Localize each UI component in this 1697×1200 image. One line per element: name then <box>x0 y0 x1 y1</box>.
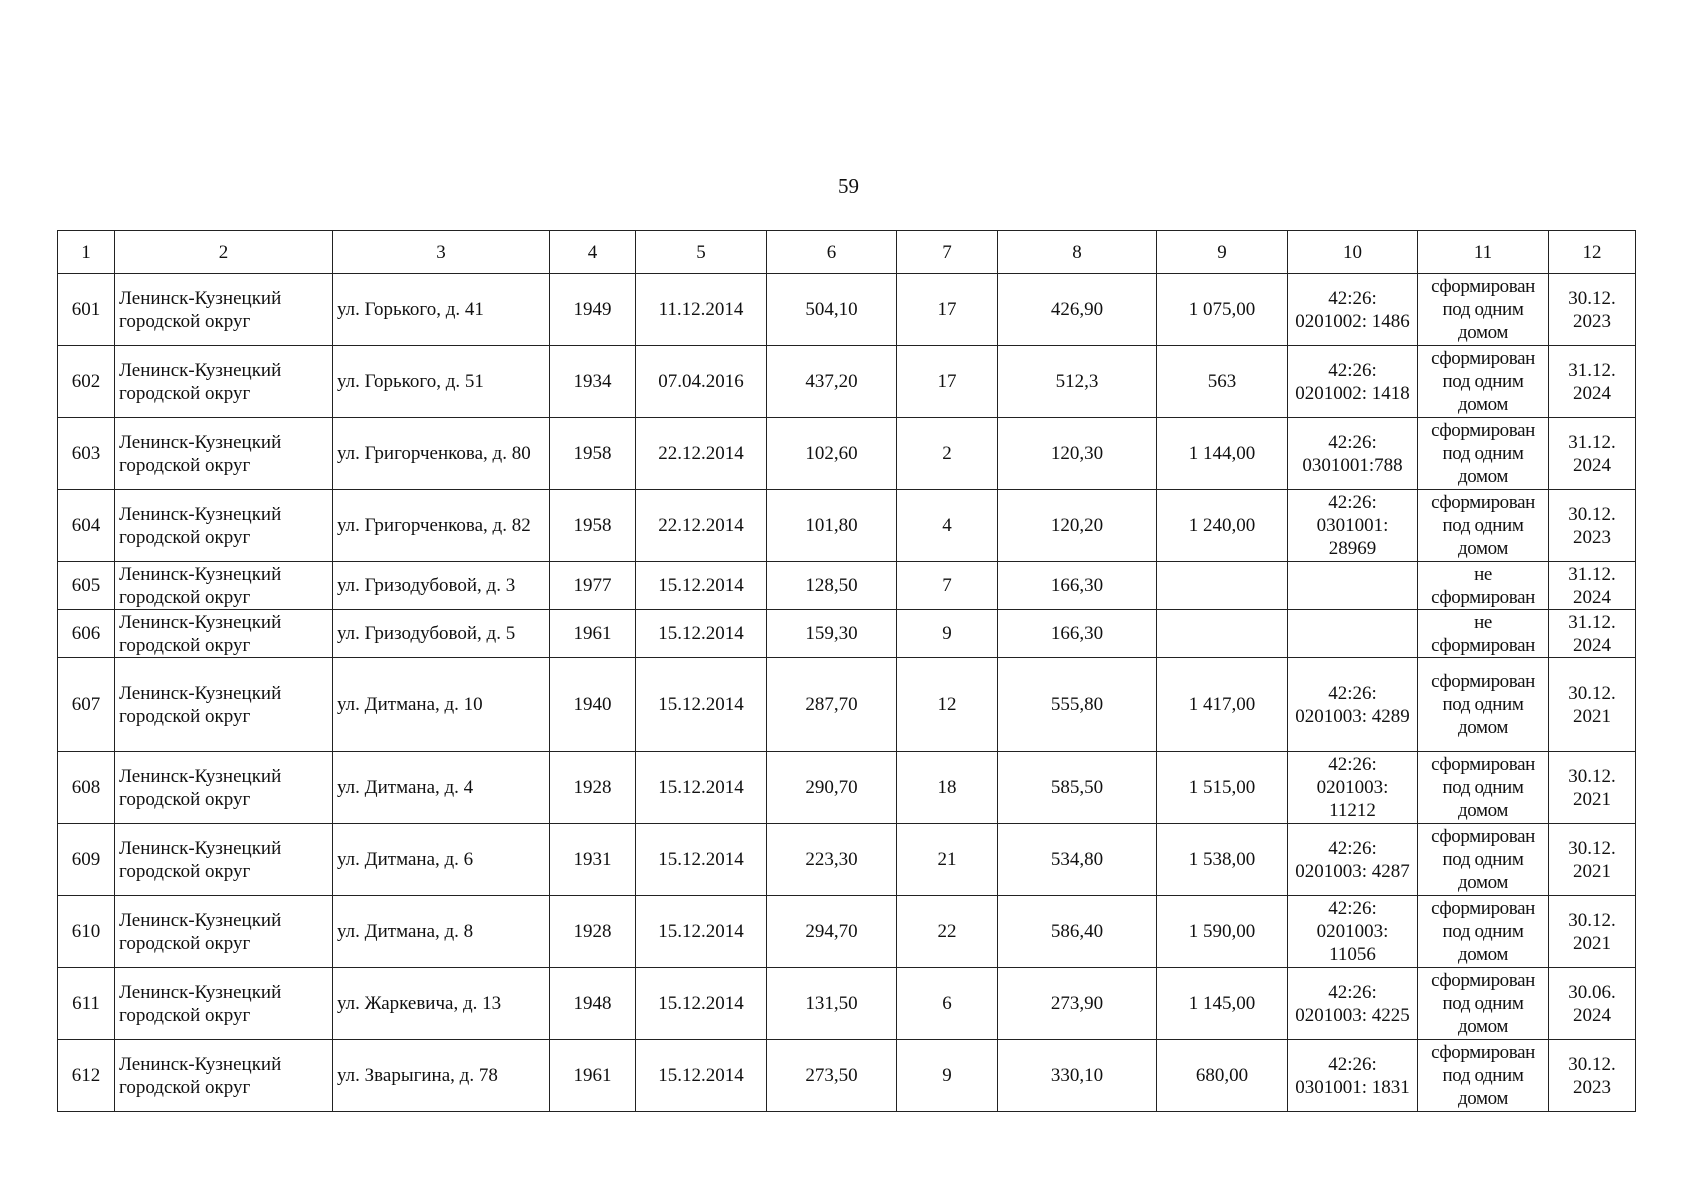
column-header: 5 <box>636 231 767 274</box>
value-cell: 2 <box>897 418 998 490</box>
value-cell: 131,50 <box>767 968 897 1040</box>
table-row <box>58 1040 1636 1112</box>
value-cell: 504,10 <box>767 274 897 346</box>
value-cell: 555,80 <box>998 658 1157 752</box>
status-cell: не сформирован <box>1418 562 1549 610</box>
row-number: 608 <box>58 752 115 824</box>
municipality-cell: Ленинск-Кузнецкий городской округ <box>115 658 333 752</box>
value-cell <box>1157 562 1288 610</box>
address-cell: ул. Дитмана, д. 8 <box>333 896 550 968</box>
date-cell: 15.12.2014 <box>636 562 767 610</box>
value-cell: 512,3 <box>998 346 1157 418</box>
row-number: 603 <box>58 418 115 490</box>
value-cell: 9 <box>897 610 998 658</box>
value-cell: 18 <box>897 752 998 824</box>
table-row <box>58 490 1636 562</box>
year-cell: 1928 <box>550 752 636 824</box>
status-cell: сформирован под одним домом <box>1418 274 1549 346</box>
value-cell: 12 <box>897 658 998 752</box>
value-cell <box>1157 610 1288 658</box>
value-cell: 17 <box>897 346 998 418</box>
value-cell: 437,20 <box>767 346 897 418</box>
value-cell: 1 240,00 <box>1157 490 1288 562</box>
row-number: 601 <box>58 274 115 346</box>
year-cell: 1961 <box>550 1040 636 1112</box>
column-header: 3 <box>333 231 550 274</box>
column-header: 7 <box>897 231 998 274</box>
status-cell: сформирован под одним домом <box>1418 658 1549 752</box>
table-row <box>58 752 1636 824</box>
status-cell: сформирован под одним домом <box>1418 490 1549 562</box>
address-cell: ул. Жаркевича, д. 13 <box>333 968 550 1040</box>
table-row <box>58 610 1636 658</box>
page-number: 59 <box>838 174 859 198</box>
cadastral-number-cell: 42:26: 0201003: 11212 <box>1288 752 1418 824</box>
deadline-cell: 31.12. 2024 <box>1549 346 1636 418</box>
value-cell: 426,90 <box>998 274 1157 346</box>
address-cell: ул. Горького, д. 51 <box>333 346 550 418</box>
deadline-cell: 31.12. 2024 <box>1549 562 1636 610</box>
deadline-cell: 30.06. 2024 <box>1549 968 1636 1040</box>
address-cell: ул. Гризодубовой, д. 5 <box>333 610 550 658</box>
value-cell: 120,20 <box>998 490 1157 562</box>
deadline-cell: 30.12. 2021 <box>1549 752 1636 824</box>
year-cell: 1958 <box>550 418 636 490</box>
municipality-cell: Ленинск-Кузнецкий городской округ <box>115 274 333 346</box>
table-row <box>58 418 1636 490</box>
column-header: 1 <box>58 231 115 274</box>
row-number: 606 <box>58 610 115 658</box>
municipality-cell: Ленинск-Кузнецкий городской округ <box>115 752 333 824</box>
value-cell: 102,60 <box>767 418 897 490</box>
column-header: 6 <box>767 231 897 274</box>
status-cell: сформирован под одним домом <box>1418 968 1549 1040</box>
municipality-cell: Ленинск-Кузнецкий городской округ <box>115 490 333 562</box>
value-cell: 1 145,00 <box>1157 968 1288 1040</box>
value-cell: 6 <box>897 968 998 1040</box>
address-cell: ул. Дитмана, д. 6 <box>333 824 550 896</box>
year-cell: 1934 <box>550 346 636 418</box>
value-cell: 1 144,00 <box>1157 418 1288 490</box>
date-cell: 15.12.2014 <box>636 896 767 968</box>
row-number: 609 <box>58 824 115 896</box>
table-body <box>58 274 1636 1112</box>
value-cell: 7 <box>897 562 998 610</box>
cadastral-number-cell <box>1288 562 1418 610</box>
municipality-cell: Ленинск-Кузнецкий городской округ <box>115 968 333 1040</box>
housing-register-table <box>57 230 1636 1112</box>
value-cell: 1 590,00 <box>1157 896 1288 968</box>
column-header: 2 <box>115 231 333 274</box>
year-cell: 1961 <box>550 610 636 658</box>
table-row <box>58 824 1636 896</box>
table-row <box>58 562 1636 610</box>
row-number: 605 <box>58 562 115 610</box>
municipality-cell: Ленинск-Кузнецкий городской округ <box>115 824 333 896</box>
column-header: 12 <box>1549 231 1636 274</box>
status-cell: не сформирован <box>1418 610 1549 658</box>
cadastral-number-cell: 42:26: 0301001:788 <box>1288 418 1418 490</box>
table-row <box>58 896 1636 968</box>
value-cell: 1 538,00 <box>1157 824 1288 896</box>
deadline-cell: 30.12. 2023 <box>1549 274 1636 346</box>
date-cell: 15.12.2014 <box>636 610 767 658</box>
value-cell: 101,80 <box>767 490 897 562</box>
value-cell: 166,30 <box>998 562 1157 610</box>
column-header: 10 <box>1288 231 1418 274</box>
status-cell: сформирован под одним домом <box>1418 824 1549 896</box>
year-cell: 1977 <box>550 562 636 610</box>
cadastral-number-cell <box>1288 610 1418 658</box>
date-cell: 07.04.2016 <box>636 346 767 418</box>
table-row <box>58 968 1636 1040</box>
value-cell: 273,90 <box>998 968 1157 1040</box>
date-cell: 15.12.2014 <box>636 752 767 824</box>
year-cell: 1949 <box>550 274 636 346</box>
value-cell: 128,50 <box>767 562 897 610</box>
year-cell: 1931 <box>550 824 636 896</box>
value-cell: 17 <box>897 274 998 346</box>
municipality-cell: Ленинск-Кузнецкий городской округ <box>115 1040 333 1112</box>
column-header: 8 <box>998 231 1157 274</box>
value-cell: 159,30 <box>767 610 897 658</box>
status-cell: сформирован под одним домом <box>1418 1040 1549 1112</box>
value-cell: 9 <box>897 1040 998 1112</box>
deadline-cell: 30.12. 2023 <box>1549 490 1636 562</box>
date-cell: 11.12.2014 <box>636 274 767 346</box>
value-cell: 223,30 <box>767 824 897 896</box>
municipality-cell: Ленинск-Кузнецкий городской округ <box>115 346 333 418</box>
value-cell: 166,30 <box>998 610 1157 658</box>
municipality-cell: Ленинск-Кузнецкий городской округ <box>115 562 333 610</box>
deadline-cell: 30.12. 2021 <box>1549 896 1636 968</box>
row-number: 602 <box>58 346 115 418</box>
column-header: 9 <box>1157 231 1288 274</box>
value-cell: 22 <box>897 896 998 968</box>
column-header: 11 <box>1418 231 1549 274</box>
address-cell: ул. Григорченкова, д. 82 <box>333 490 550 562</box>
value-cell: 21 <box>897 824 998 896</box>
year-cell: 1928 <box>550 896 636 968</box>
value-cell: 1 417,00 <box>1157 658 1288 752</box>
address-cell: ул. Зварыгина, д. 78 <box>333 1040 550 1112</box>
value-cell: 330,10 <box>998 1040 1157 1112</box>
cadastral-number-cell: 42:26: 0201003: 4225 <box>1288 968 1418 1040</box>
value-cell: 1 075,00 <box>1157 274 1288 346</box>
date-cell: 22.12.2014 <box>636 418 767 490</box>
municipality-cell: Ленинск-Кузнецкий городской округ <box>115 896 333 968</box>
deadline-cell: 31.12. 2024 <box>1549 418 1636 490</box>
status-cell: сформирован под одним домом <box>1418 752 1549 824</box>
table-row <box>58 658 1636 752</box>
date-cell: 15.12.2014 <box>636 658 767 752</box>
municipality-cell: Ленинск-Кузнецкий городской округ <box>115 610 333 658</box>
table-row <box>58 274 1636 346</box>
deadline-cell: 30.12. 2021 <box>1549 658 1636 752</box>
address-cell: ул. Дитмана, д. 4 <box>333 752 550 824</box>
row-number: 604 <box>58 490 115 562</box>
year-cell: 1940 <box>550 658 636 752</box>
row-number: 611 <box>58 968 115 1040</box>
date-cell: 22.12.2014 <box>636 490 767 562</box>
cadastral-number-cell: 42:26: 0201002: 1418 <box>1288 346 1418 418</box>
status-cell: сформирован под одним домом <box>1418 896 1549 968</box>
year-cell: 1958 <box>550 490 636 562</box>
value-cell: 294,70 <box>767 896 897 968</box>
date-cell: 15.12.2014 <box>636 1040 767 1112</box>
address-cell: ул. Гризодубовой, д. 3 <box>333 562 550 610</box>
cadastral-number-cell: 42:26: 0201003: 4287 <box>1288 824 1418 896</box>
cadastral-number-cell: 42:26: 0201003: 11056 <box>1288 896 1418 968</box>
value-cell: 534,80 <box>998 824 1157 896</box>
column-header: 4 <box>550 231 636 274</box>
date-cell: 15.12.2014 <box>636 824 767 896</box>
status-cell: сформирован под одним домом <box>1418 346 1549 418</box>
row-number: 607 <box>58 658 115 752</box>
cadastral-number-cell: 42:26: 0201002: 1486 <box>1288 274 1418 346</box>
value-cell: 1 515,00 <box>1157 752 1288 824</box>
deadline-cell: 30.12. 2023 <box>1549 1040 1636 1112</box>
date-cell: 15.12.2014 <box>636 968 767 1040</box>
value-cell: 290,70 <box>767 752 897 824</box>
value-cell: 563 <box>1157 346 1288 418</box>
year-cell: 1948 <box>550 968 636 1040</box>
address-cell: ул. Горького, д. 41 <box>333 274 550 346</box>
status-cell: сформирован под одним домом <box>1418 418 1549 490</box>
value-cell: 273,50 <box>767 1040 897 1112</box>
municipality-cell: Ленинск-Кузнецкий городской округ <box>115 418 333 490</box>
address-cell: ул. Григорченкова, д. 80 <box>333 418 550 490</box>
table-row <box>58 346 1636 418</box>
value-cell: 680,00 <box>1157 1040 1288 1112</box>
deadline-cell: 30.12. 2021 <box>1549 824 1636 896</box>
header-row <box>58 231 1636 274</box>
value-cell: 4 <box>897 490 998 562</box>
value-cell: 287,70 <box>767 658 897 752</box>
value-cell: 120,30 <box>998 418 1157 490</box>
value-cell: 585,50 <box>998 752 1157 824</box>
deadline-cell: 31.12. 2024 <box>1549 610 1636 658</box>
cadastral-number-cell: 42:26: 0301001: 1831 <box>1288 1040 1418 1112</box>
row-number: 612 <box>58 1040 115 1112</box>
cadastral-number-cell: 42:26: 0301001: 28969 <box>1288 490 1418 562</box>
address-cell: ул. Дитмана, д. 10 <box>333 658 550 752</box>
cadastral-number-cell: 42:26: 0201003: 4289 <box>1288 658 1418 752</box>
value-cell: 586,40 <box>998 896 1157 968</box>
row-number: 610 <box>58 896 115 968</box>
